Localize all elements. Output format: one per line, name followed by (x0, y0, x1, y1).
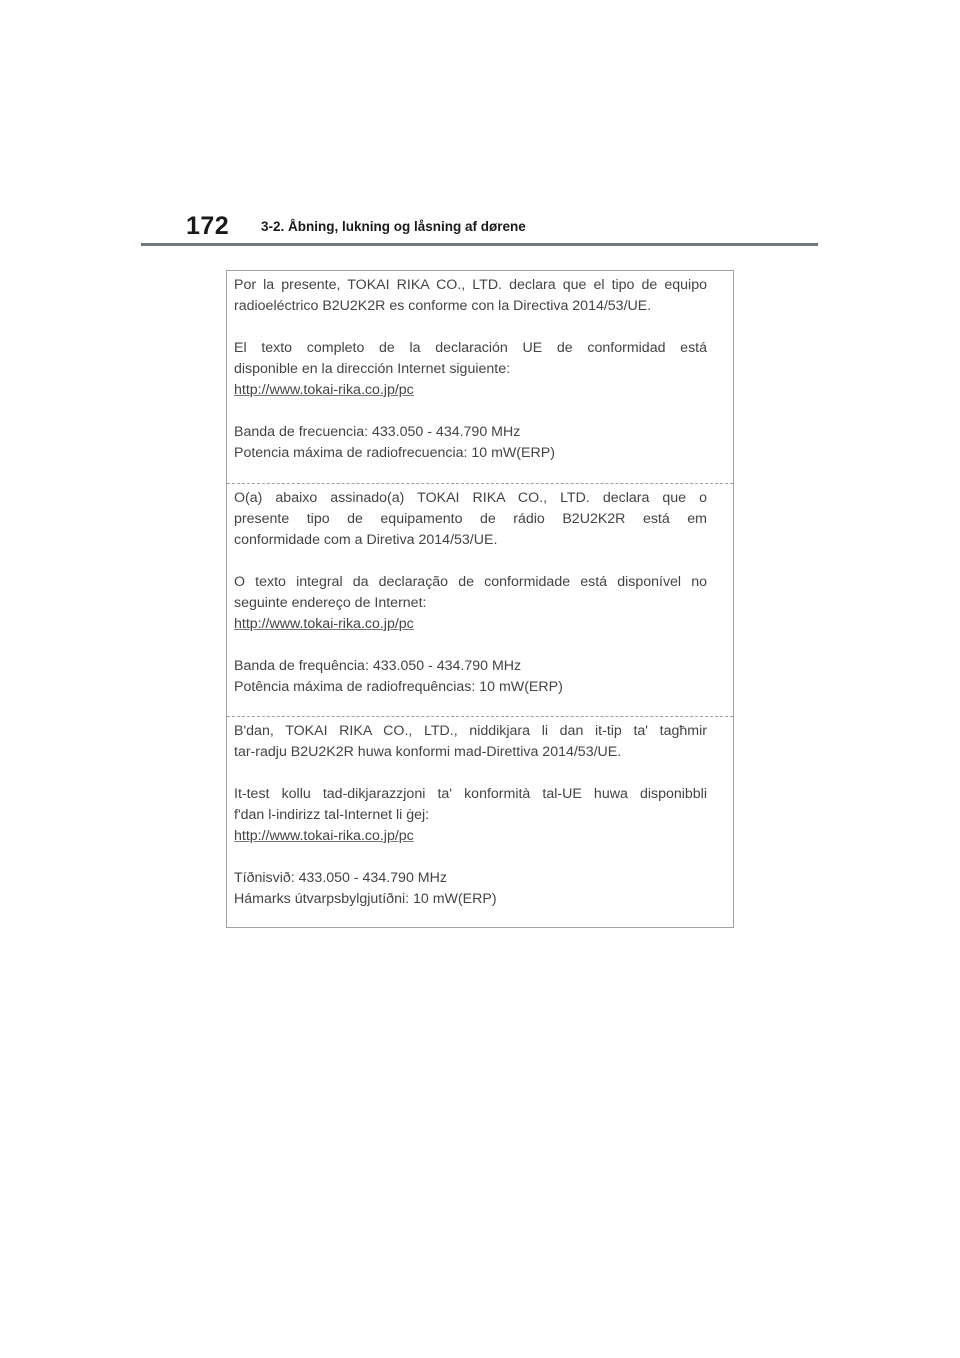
availability-line: f'dan l-indirizz tal-Internet li ġej: (234, 807, 430, 823)
availability-line: It-test kollu tad-dikjarazzjoni ta' konformità tal-UE huwa disponibbli (234, 786, 707, 802)
declaration-block-maltese (227, 716, 733, 927)
statement-line: tar-radju B2U2K2R huwa konformi mad-Direttiva 2014/53/UE. (234, 744, 622, 760)
radio-specs (234, 656, 707, 698)
declaration-url-link[interactable]: http://www.tokai-rika.co.jp/pc (234, 828, 414, 844)
radio-specs (234, 422, 707, 464)
statement-line: B'dan, TOKAI RIKA CO., LTD., niddikjara li dan it-tip ta' tagħmir (234, 723, 707, 739)
frequency-band: Tíðnisvið: 433.050 - 434.790 MHz (234, 870, 447, 886)
declaration-block-portuguese (227, 483, 733, 716)
availability-line: El texto completo de la declaración UE de conformidad está (234, 340, 707, 356)
declaration-block-spanish (227, 271, 733, 483)
statement-line: radioeléctrico B2U2K2R es conforme con la Directiva 2014/53/UE. (234, 298, 652, 314)
declaration-availability (234, 338, 707, 401)
declaration-notice-box (226, 270, 734, 928)
page-number: 172 (186, 212, 230, 240)
availability-line: disponible en la dirección Internet siguiente: (234, 361, 511, 377)
conformity-statement (234, 488, 707, 551)
page-header (0, 0, 960, 250)
availability-line: seguinte endereço de Internet: (234, 595, 427, 611)
statement-line: conformidade com a Diretiva 2014/53/UE. (234, 532, 498, 548)
radio-specs (234, 868, 707, 910)
header-divider (141, 243, 818, 246)
declaration-availability (234, 572, 707, 635)
max-power: Hámarks útvarpsbylgjutíðni: 10 mW(ERP) (234, 891, 497, 907)
declaration-url-link[interactable]: http://www.tokai-rika.co.jp/pc (234, 382, 414, 398)
max-power: Potencia máxima de radiofrecuencia: 10 mW(ERP) (234, 445, 555, 461)
statement-line: O(a) abaixo assinado(a) TOKAI RIKA CO., LTD. declara que o (234, 490, 707, 506)
conformity-statement (234, 275, 707, 317)
max-power: Potência máxima de radiofrequências: 10 mW(ERP) (234, 679, 563, 695)
statement-line: Por la presente, TOKAI RIKA CO., LTD. declara que el tipo de equipo (234, 277, 707, 293)
statement-line: presente tipo de equipamento de rádio B2U2K2R está em (234, 511, 707, 527)
frequency-band: Banda de frecuencia: 433.050 - 434.790 MHz (234, 424, 521, 440)
declaration-availability (234, 784, 707, 847)
section-title: 3-2. Åbning, lukning og låsning af dørene (261, 219, 526, 234)
frequency-band: Banda de frequência: 433.050 - 434.790 MHz (234, 658, 522, 674)
declaration-url-link[interactable]: http://www.tokai-rika.co.jp/pc (234, 616, 414, 632)
availability-line: O texto integral da declaração de conformidade está disponível no (234, 574, 707, 590)
conformity-statement (234, 721, 707, 763)
